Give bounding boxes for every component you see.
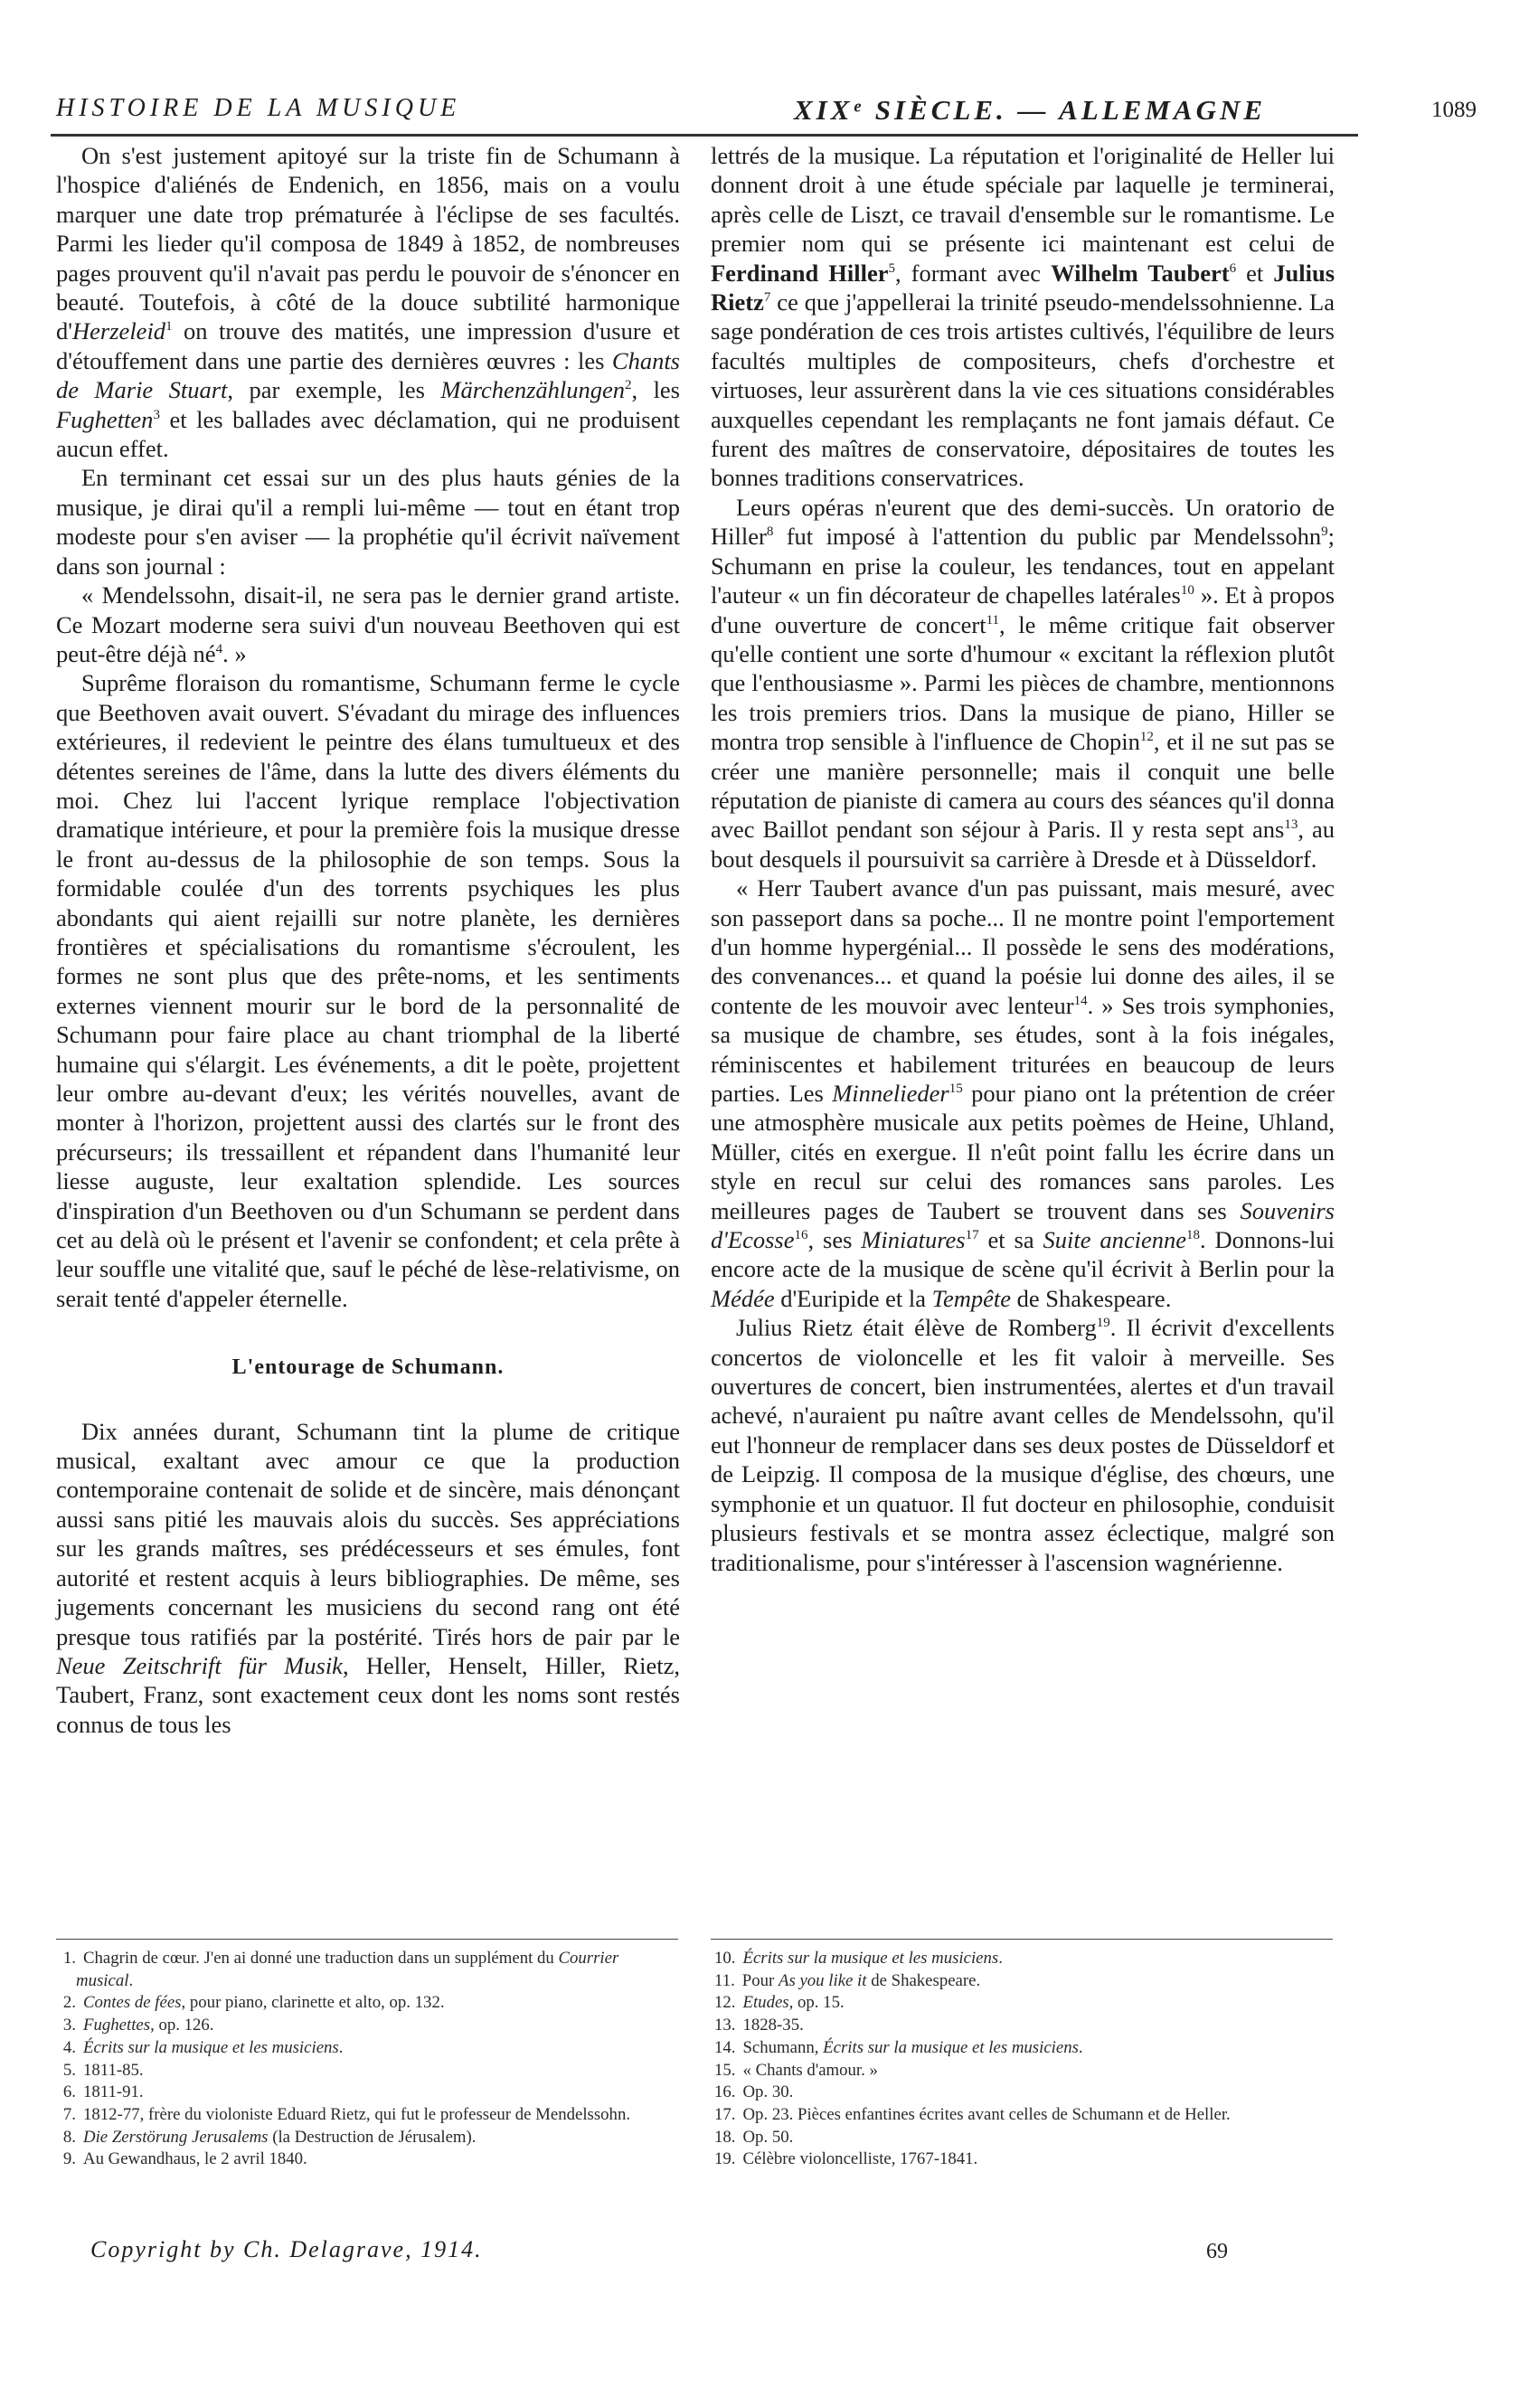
footnote: 15. « Chants d'amour. » <box>714 2060 878 2080</box>
footnotes-left <box>56 1948 680 2171</box>
footnote: 7. 1812-77, frère du violoniste Eduard Rietz, qui fut le professeur de Mendelssohn. <box>62 2104 631 2124</box>
footnote: 18. Op. 50. <box>714 2127 794 2147</box>
footnote: 4. Écrits sur la musique et les musiciens. <box>62 2037 344 2057</box>
footnote: 12. Etudes, op. 15. <box>714 1993 845 2013</box>
footnote: 19. Célèbre violoncelliste, 1767-1841. <box>714 2149 978 2169</box>
footnote: 9. Au Gewandhaus, le 2 avril 1840. <box>62 2149 307 2169</box>
paragraph: « Herr Taubert avance d'un pas puissant, mais mesuré, avec son passeport dans sa poche... Il ne montre point l'emportement d'un homme hypergénial... Il possède le sens des modérations, des convenances... et quand la poésie lui donne des ailes, il se contente de les mouvoir avec lenteur$^{14}$. » Ses trois symphonies, sa musique de chambre, ses études, sont à la fois inégales, réminiscentes et habilement triturées en beaucoup de leurs parties. Les Minnelieder$^{15}$ pour piano ont la prétention de créer une atmosphère musicale aux petits poèmes de Heine, Uhland, Müller, cités en exergue. Il n'eût point fallu les écrire dans un style en recul sur celui des romances sans paroles. Les meilleures pages de Taubert se trouvent dans ses Souvenirs d'Ecosse$^{16}$, ses Miniatures$^{17}$ et sa Suite ancienne$^{18}$. Donnons-lui encore acte de la musique de scène qu'il écrivit à Berlin pour la Médée d'Euripide et la Tempête de Shakespeare. <box>711 874 1336 1312</box>
paragraph: lettrés de la musique. La réputation et l'originalité de Heller lui donnent droit à une étude spéciale par laquelle je terminerai, après celle de Liszt, ce travail d'ensemble sur le romantisme. Le premier nom qui se présente ici maintenant est celui de Ferdinand Hiller$^5$, formant avec Wilhelm Taubert$^6$ et Julius Rietz$^7$ ce que j'appellerai la trinité pseudo-mendelssohnienne. La sage pondération de ces trois artistes cultivés, l'équilibre de leurs facultés multiples de compositeurs, chefs d'orchestre et virtuoses, leur assurèrent dans la vie ces situations considérables auxquelles cependant les remplaçants ne font jamais défaut. Ce furent des maîtres de conservatoire, dépositaires de toutes les bonnes traditions conservatrices. <box>711 142 1336 492</box>
copyright-line: Copyright by Ch. Delagrave, 1914. <box>90 2236 483 2262</box>
footnote: 16. Op. 30. <box>714 2082 794 2102</box>
running-head <box>56 94 1477 134</box>
page-number: 1089 <box>1431 98 1477 122</box>
footnote: 3. Fughettes, op. 126. <box>62 2016 214 2035</box>
header-rule <box>51 134 1358 137</box>
footnote: 5. 1811-85. <box>62 2060 144 2080</box>
quotation: « Mendelssohn, disait-il, ne sera pas le dernier grand artiste. Ce Mozart moderne sera suivi d'un nouveau Beethoven qui est peut-être déjà $né^4$. » <box>56 581 680 667</box>
right-column <box>711 141 1335 1577</box>
footnote: 8. Die Zerstörung Jerusalems (la Destruction de Jérusalem). <box>62 2127 477 2147</box>
signature-mark: 69 <box>1206 2240 1228 2263</box>
footnote: 11. Pour As you like it de Shakespeare. <box>714 1970 981 1990</box>
paragraph: Julius Rietz était élève de Romberg$^{19}$. Il écrivit d'excellents concertos de violoncelle et les fit valoir à merveille. Ses ouvertures de concert, bien instrumentées, alertes et d'un travail achevé, n'auraient pu naître avant celles de Mendelssohn, qu'il eut l'honneur de remplacer dans ses deux postes de Düsseldorf et de Leipzig. Il composa de la musique d'église, des chœurs, une symphonie et un quatuor. Il fut docteur en philosophie, conduisit plusieurs festivals et se montra assez éclectique, malgré son traditionalisme, pour s'intéresser à l'ascension wagnérienne. <box>711 1314 1335 1576</box>
footnote: 1. Chagrin de cœur. J'en ai donné une traduction dans un supplément du Courrier musical. <box>62 1949 619 1990</box>
footnote: 14. Schumann, Écrits sur la musique et les musiciens. <box>714 2037 1083 2057</box>
paragraph: On s'est justement apitoyé sur la triste fin de Schumann à l'hospice d'aliénés de Endenich, en 1856, mais on a voulu marquer une date trop prématurée à l'éclipse de ses facultés. Parmi les lieder qu'il composa de 1849 à 1852, de nombreuses pages prouvent qu'il n'avait pas perdu le pouvoir de s'énoncer en beauté. Toutefois, à côté de la douce subtilité harmonique d'Herzeleid$^1$ on trouve des matités, une impression d'usure et d'étouffement dans une partie des dernières œuvres : les Chants de Marie Stuart, par exemple, les Märchenzählungen$^2$, les Fughetten$^3$ et les ballades avec déclamation, qui ne produisent aucun effet. <box>56 142 680 463</box>
footnote: 6. 1811-91. <box>62 2082 144 2102</box>
footnote: 13. 1828-35. <box>714 2016 804 2035</box>
paragraph: En terminant cet essai sur un des plus hauts génies de la musique, je dirai qu'il a rempli lui-même — tout en étant trop modeste pour s'en aviser — la prophétie qu'il écrivit naïvement dans son journal : <box>56 464 680 580</box>
running-head-right: XIXᵉ SIÈCLE. — ALLEMAGNE <box>794 94 1267 126</box>
running-head-left: HISTOIRE DE LA MUSIQUE <box>56 94 461 122</box>
left-column <box>56 141 680 1739</box>
footnote-rule <box>56 1939 678 1940</box>
paragraph: Leurs opéras n'eurent que des demi-succès. Un oratorio de Hiller$^8$ fut imposé à l'attention du public par Mendelssohn$^9$; Schumann en prise la couleur, les tendances, tout en appelant l'auteur « un fin décorateur de chapelles latérales$^{10}$ ». Et à propos d'une ouverture de concert$^{11}$, le même critique fait observer qu'elle contient une sorte d'humour « excitant la réflexion plutôt que l'enthousiasme ». Parmi les pièces de chambre, mentionnons les trois premiers trios. Dans la musique de piano, Hiller se montra trop sensible à l'influence de Chopin$^{12}$, et il ne sut pas se créer une manière personnelle; mais il conquit une belle réputation de pianiste di camera au cours des séances qu'il donna avec Baillot pendant son séjour à Paris. Il y resta sept ans$^{13}$, au bout desquels il poursuivit sa carrière à Dresde et à Düsseldorf. <box>711 493 1336 873</box>
section-heading: L'entourage de Schumann. <box>231 1355 505 1380</box>
footnote-rule <box>711 1939 1333 1940</box>
footnote: 17. Op. 23. Pièces enfantines écrites avant celles de Schumann et de Heller. <box>714 2104 1231 2124</box>
footnote: 10. Écrits sur la musique et les musiciens. <box>714 1949 1003 1968</box>
paragraph: Dix années durant, Schumann tint la plume de critique musical, exaltant avec amour ce que la production contemporaine contenait de solide et de sincère, mais dénonçant aussi sans pitié les mauvais alois du succès. Ses appréciations sur les grands maîtres, ses prédécesseurs et ses émules, font autorité et restent acquis à leurs bibliographies. De même, ses jugements concernant les musiciens du second rang ont été presque tous ratifiés par la postérité. Tirés hors de pair par le Neue Zeitschrift für Musik, Heller, Henselt, Hiller, Rietz, Taubert, Franz, sont exactement ceux dont les noms sont restés connus de tous les <box>56 1417 680 1738</box>
footnotes-right <box>711 1948 1335 2171</box>
paragraph: Suprême floraison du romantisme, Schumann ferme le cycle que Beethoven avait ouvert. S'évadant du mirage des influences extérieures, il redevient le peintre des élans tumultueux et des détentes sereines de l'âme, dans la lutte des divers éléments du moi. Chez lui l'accent lyrique remplace l'objectivation dramatique intérieure, et pour la première fois la musique dresse le front au-dessus de la philosophie de son temps. Sous la formidable coulée d'un des torrents psychiques les plus abondants qui aient rejailli sur notre planète, les dernières frontières et spécialisations du romantisme s'écroulent, les formes ne sont plus que des prête-noms, et les sentiments externes viennent mourir sur le bord de la personnalité de Schumann pour faire place au chant triomphal de la liberté humaine qui s'élargit. Les événements, a dit le poète, projettent leur ombre au-devant d'eux; les vérités nouvelles, avant de monter à l'horizon, projettent aussi des clartés sur le front des précurseurs; ils tressaillent et répandent dans l'humanité leur liesse auguste, leur exaltation splendide. Les sources d'inspiration d'un Beethoven ou d'un Schumann se perdent dans cet au delà où le présent et l'avenir se confondent; et cela prête à leur souffle une vitalité que, sauf le péché de lèse-relativisme, on serait tenté d'appeler éternelle. <box>56 669 680 1312</box>
footnote: 2. Contes de fées, pour piano, clarinette et alto, op. 132. <box>62 1993 445 2013</box>
